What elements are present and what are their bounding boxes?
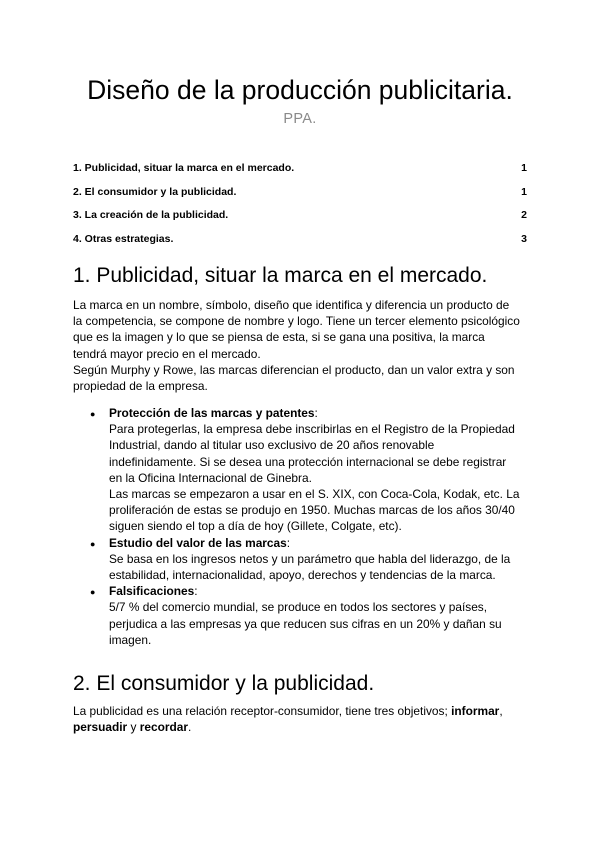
section-paragraph bbox=[73, 297, 533, 394]
paragraph-line: tendrá mayor precio en el mercado. bbox=[73, 346, 261, 361]
document-title: Diseño de la producción publicitaria. bbox=[87, 75, 513, 105]
toc-entry[interactable] bbox=[73, 204, 527, 228]
table-of-contents bbox=[73, 157, 527, 251]
bullet-line: proliferación de estas se produjo en 1950. Muchas marcas de los años 30/40 bbox=[109, 503, 515, 518]
section-paragraph bbox=[73, 703, 533, 735]
bold-term: recordar bbox=[139, 720, 188, 735]
toc-entry-page: 1 bbox=[521, 185, 527, 198]
bullet-dot-icon: ● bbox=[90, 409, 96, 419]
paragraph-text: , bbox=[499, 704, 503, 718]
section-heading: 1. Publicidad, situar la marca en el mercado. bbox=[73, 264, 488, 287]
bullet-line: estabilidad, internacionalidad, apoyo, derechos y tendencias de la marca. bbox=[109, 568, 496, 583]
paragraph-line: la competencia, se compone de nombre y logo. Tiene un tercer elemento psicológico bbox=[73, 314, 520, 329]
bullet-dot-icon: ● bbox=[90, 587, 96, 598]
section-heading: 2. El consumidor y la publicidad. bbox=[73, 672, 375, 695]
toc-entry[interactable] bbox=[73, 181, 527, 205]
bullet-line: imagen. bbox=[109, 632, 152, 647]
bullet-line: Se basa en los ingresos netos y un parámetro que habla del liderazgo, de la bbox=[109, 551, 511, 566]
bullet-colon: : bbox=[286, 535, 291, 550]
bullet-line: en la Oficina Internacional de Ginebra. bbox=[109, 470, 312, 485]
bullet-title: Falsificaciones bbox=[109, 584, 195, 599]
paragraph-text: y bbox=[127, 720, 140, 735]
bullet-line: Industrial, dando al titular uso exclusivo de 20 años renovable bbox=[109, 438, 435, 453]
bullet-item bbox=[73, 535, 533, 584]
bullet-colon: : bbox=[194, 584, 198, 599]
toc-entry[interactable] bbox=[73, 228, 527, 252]
bullet-line: Las marcas se empezaron a usar en el S. XIX, con Coca-Cola, Kodak, etc. La bbox=[109, 487, 520, 502]
toc-entry-label[interactable]: 1. Publicidad, situar la marca en el mercado. bbox=[73, 162, 295, 174]
bold-term: informar bbox=[451, 704, 500, 718]
paragraph-line: propiedad de la empresa. bbox=[73, 379, 208, 394]
toc-entry-label[interactable]: 3. La creación de la publicidad. bbox=[73, 209, 229, 221]
bullet-line: 5/7 % del comercio mundial, se produce en todos los sectores y países, bbox=[109, 600, 488, 615]
bullet-line: indefinidamente. Si se desea una protección internacional se debe registrar bbox=[109, 454, 507, 469]
paragraph-line bbox=[73, 703, 533, 719]
bullet-title: Protección de las marcas y patentes bbox=[109, 406, 315, 420]
toc-entry-page: 2 bbox=[521, 209, 527, 221]
bullet-dot-icon: ● bbox=[90, 538, 96, 549]
toc-entry-page: 3 bbox=[521, 232, 527, 245]
bullet-line: perjudica a las empresas ya que reducen sus cifras en un 20% y dañan su bbox=[109, 616, 502, 631]
paragraph-text: La publicidad es una relación receptor-consumidor, tiene tres objetivos; bbox=[73, 704, 452, 718]
paragraph-line: Según Murphy y Rowe, las marcas diferencian el producto, dan un valor extra y son bbox=[73, 362, 515, 377]
toc-entry-label[interactable]: 4. Otras estrategias. bbox=[73, 232, 174, 245]
toc-entry[interactable] bbox=[73, 157, 527, 181]
bullet-title: Estudio del valor de las marcas bbox=[109, 535, 287, 550]
bullet-list bbox=[73, 405, 533, 648]
bullet-line: siguen siendo el top a día de hoy (Gillete, Colgate, etc). bbox=[109, 519, 402, 534]
bullet-item bbox=[73, 583, 533, 648]
bold-term: persuadir bbox=[73, 720, 128, 735]
paragraph-line bbox=[73, 719, 533, 735]
toc-entry-label[interactable]: 2. El consumidor y la publicidad. bbox=[73, 185, 237, 198]
document-subtitle: PPA. bbox=[283, 111, 317, 127]
bullet-item bbox=[73, 405, 533, 535]
paragraph-text: . bbox=[188, 720, 192, 735]
toc-entry-page: 1 bbox=[521, 162, 527, 174]
bullet-colon: : bbox=[314, 406, 318, 420]
bullet-line: Para protegerlas, la empresa debe inscribirlas en el Registro de la Propiedad bbox=[109, 422, 515, 437]
paragraph-line: La marca en un nombre, símbolo, diseño que identifica y diferencia un producto de bbox=[73, 298, 510, 312]
paragraph-line: que es la imagen y lo que se piensa de esta, si se gana una positiva, la marca bbox=[73, 330, 485, 345]
